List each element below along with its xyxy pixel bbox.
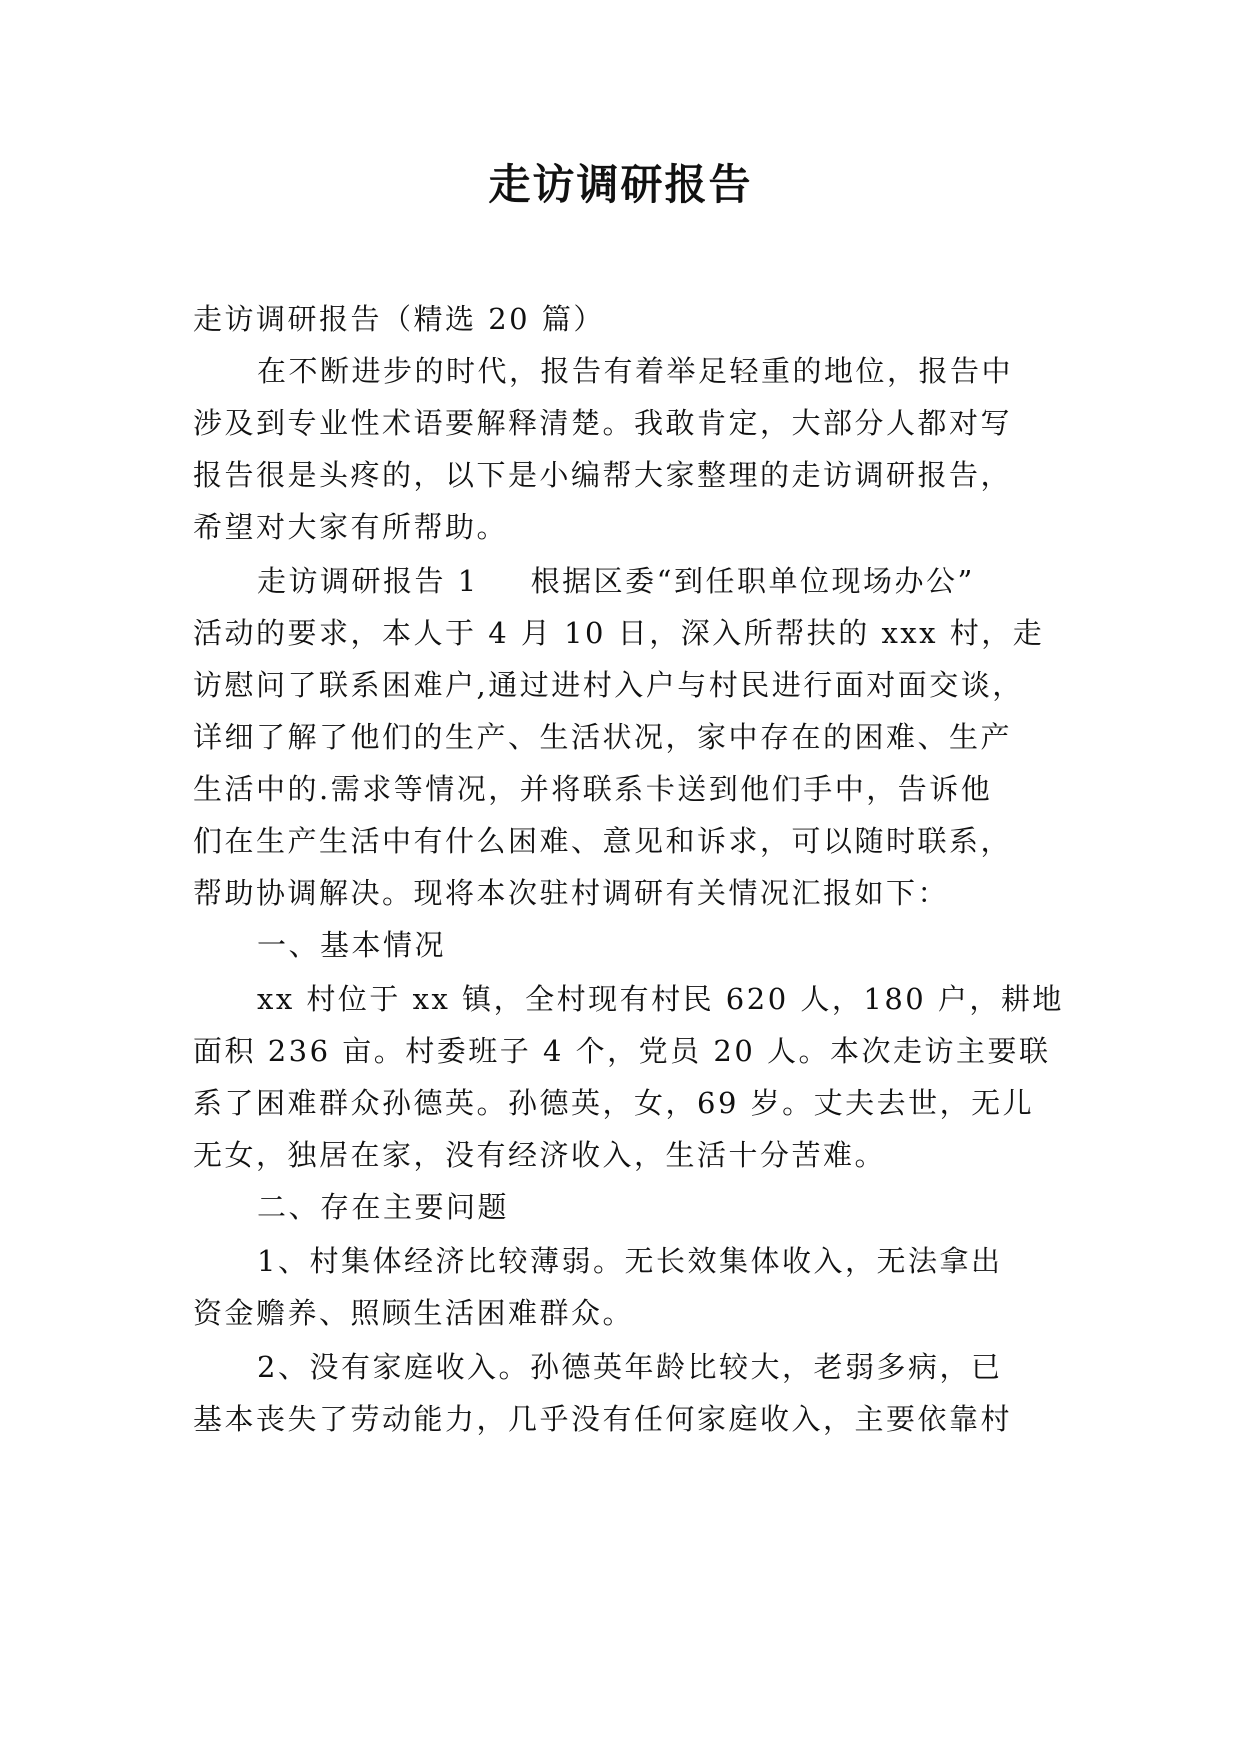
document-title: 走访调研报告 bbox=[488, 160, 753, 209]
paragraph-line: 资金赡养、照顾生活困难群众。 bbox=[193, 1296, 635, 1330]
paragraph-line: 基本丧失了劳动能力，几乎没有任何家庭收入，主要依靠村 bbox=[193, 1402, 1013, 1436]
subtitle-line: 走访调研报告（精选 20 篇） bbox=[193, 302, 605, 336]
paragraph-line: 在不断进步的时代，报告有着举足轻重的地位，报告中 bbox=[257, 354, 1014, 388]
paragraph-line: 涉及到专业性术语要解释清楚。我敢肯定，大部分人都对写 bbox=[193, 406, 1013, 440]
paragraph-line: 2、没有家庭收入。孙德英年龄比较大，老弱多病，已 bbox=[257, 1350, 1003, 1384]
paragraph-line: 详细了解了他们的生产、生活状况，家中存在的困难、生产 bbox=[193, 720, 1013, 754]
paragraph-line: 1、村集体经济比较薄弱。无长效集体收入，无法拿出 bbox=[257, 1244, 1003, 1278]
section-heading: 一、基本情况 bbox=[257, 928, 447, 962]
section-heading: 二、存在主要问题 bbox=[257, 1190, 510, 1224]
paragraph-line: 们在生产生活中有什么困难、意见和诉求，可以随时联系， bbox=[193, 824, 1013, 858]
paragraph-line: 报告很是头疼的，以下是小编帮大家整理的走访调研报告， bbox=[193, 458, 1013, 492]
paragraph-line: 生活中的.需求等情况，并将联系卡送到他们手中，告诉他 bbox=[193, 772, 993, 806]
paragraph-line: 面积 236 亩。村委班子 4 个，党员 20 人。本次走访主要联 bbox=[193, 1034, 1051, 1068]
paragraph-line: 访慰问了联系困难户,通过进村入户与村民进行面对面交谈， bbox=[193, 668, 1024, 702]
paragraph-line: 希望对大家有所帮助。 bbox=[193, 510, 509, 544]
report-number-heading: 走访调研报告 1 bbox=[257, 564, 479, 598]
paragraph-line: 无女，独居在家，没有经济收入，生活十分苦难。 bbox=[193, 1138, 887, 1172]
paragraph-line: xx 村位于 xx 镇，全村现有村民 620 人，180 户，耕地 bbox=[257, 982, 1064, 1016]
paragraph-line: 系了困难群众孙德英。孙德英，女，69 岁。丈夫去世，无儿 bbox=[193, 1086, 1035, 1120]
report-heading-line bbox=[257, 552, 975, 610]
paragraph-line: 活动的要求，本人于 4 月 10 日，深入所帮扶的 xxx 村，走 bbox=[193, 616, 1045, 650]
paragraph-line: 帮助协调解决。现将本次驻村调研有关情况汇报如下： bbox=[193, 876, 950, 910]
report-opening-text: 根据区委“到任职单位现场办公” bbox=[530, 564, 975, 598]
